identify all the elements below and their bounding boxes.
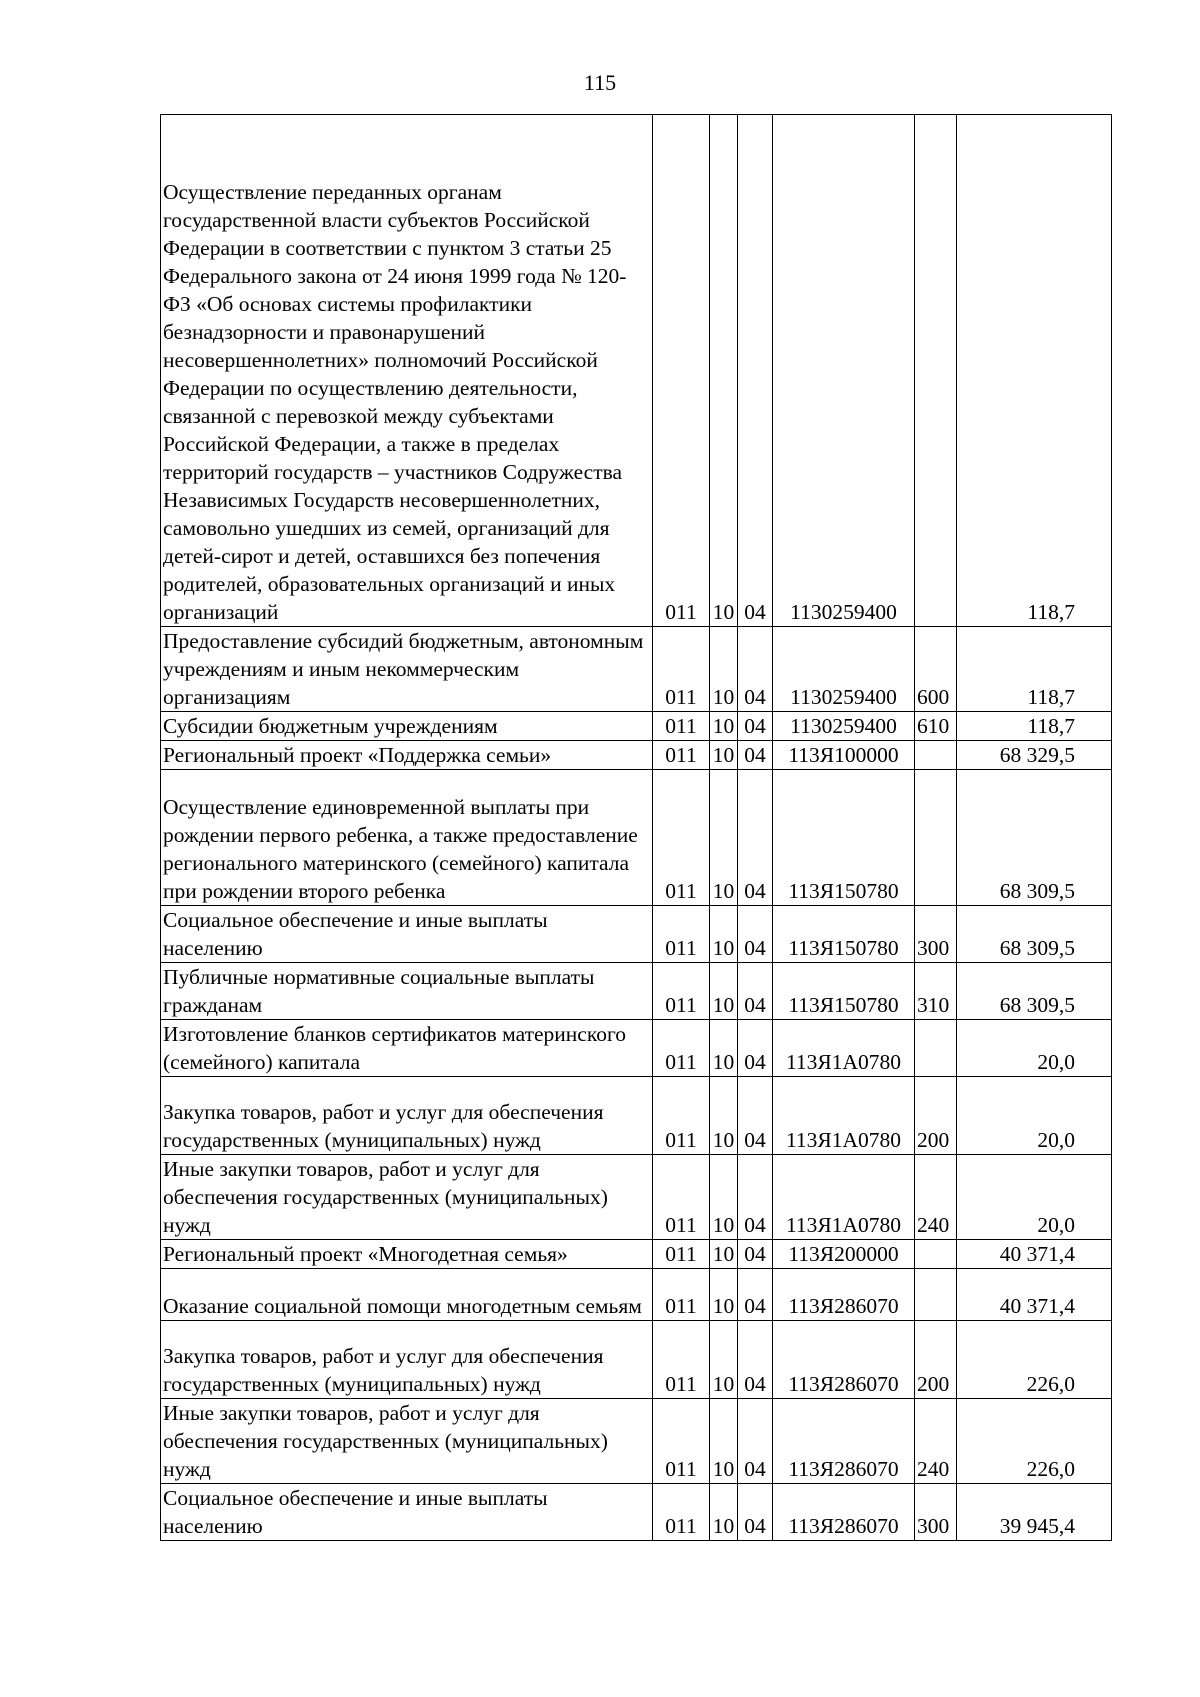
expense-type-code (915, 1240, 957, 1269)
table-row (161, 1155, 1112, 1240)
ministry-code: 011 (653, 906, 710, 963)
expense-type-code: 610 (915, 712, 957, 741)
ministry-code: 011 (653, 1484, 710, 1541)
target-article-code: 113Я150780 (773, 906, 915, 963)
subsection-code: 04 (738, 1269, 773, 1321)
section-code: 10 (710, 627, 738, 712)
amount: 118,7 (957, 115, 1112, 627)
row-name: Региональный проект «Многодетная семья» (161, 1240, 653, 1269)
section-code: 10 (710, 1155, 738, 1240)
expense-type-code (915, 770, 957, 906)
amount: 20,0 (957, 1077, 1112, 1155)
table-row (161, 1020, 1112, 1077)
row-name: Изготовление бланков сертификатов материнского (семейного) капитала (161, 1020, 653, 1077)
amount: 39 945,4 (957, 1484, 1112, 1541)
table-row (161, 1321, 1112, 1399)
target-article-code: 113Я286070 (773, 1484, 915, 1541)
expense-type-code: 240 (915, 1399, 957, 1484)
section-code: 10 (710, 712, 738, 741)
target-article-code: 1130259400 (773, 712, 915, 741)
section-code: 10 (710, 1321, 738, 1399)
ministry-code: 011 (653, 1077, 710, 1155)
section-code: 10 (710, 1077, 738, 1155)
expense-type-code (915, 1020, 957, 1077)
amount: 118,7 (957, 712, 1112, 741)
row-name: Социальное обеспечение и иные выплаты населению (161, 1484, 653, 1541)
row-name: Социальное обеспечение и иные выплаты населению (161, 906, 653, 963)
ministry-code: 011 (653, 1321, 710, 1399)
subsection-code: 04 (738, 1484, 773, 1541)
target-article-code: 113Я150780 (773, 770, 915, 906)
target-article-code: 113Я1А0780 (773, 1020, 915, 1077)
expense-type-code (915, 741, 957, 770)
amount: 68 309,5 (957, 963, 1112, 1020)
row-name: Региональный проект «Поддержка семьи» (161, 741, 653, 770)
row-name: Предоставление субсидий бюджетным, автономным учреждениям и иным некоммерческим организациям (161, 627, 653, 712)
row-name: Осуществление переданных органам государственной власти субъектов Российской Федерации в соответствии с пунктом 3 статьи 25 Федерального закона от 24 июня 1999 года № 120-ФЗ «Об основах системы профилактики безнадзорности и правонарушений несовершеннолетних» полномочий Российской Федерации по осуществлению деятельности, связанной с перевозкой между субъектами Российской Федерации, а также в пределах территорий государств – участников Содружества Независимых Государств несовершеннолетних, самовольно ушедших из семей, организаций для детей-сирот и детей, оставшихся без попечения родителей, образовательных организаций и иных организаций (161, 115, 653, 627)
section-code: 10 (710, 1399, 738, 1484)
ministry-code: 011 (653, 1155, 710, 1240)
section-code: 10 (710, 1020, 738, 1077)
subsection-code: 04 (738, 1399, 773, 1484)
target-article-code: 113Я100000 (773, 741, 915, 770)
amount: 20,0 (957, 1020, 1112, 1077)
section-code: 10 (710, 115, 738, 627)
table-body (161, 115, 1112, 1541)
table-row (161, 627, 1112, 712)
table-row (161, 1484, 1112, 1541)
expense-type-code: 300 (915, 1484, 957, 1541)
expense-type-code: 600 (915, 627, 957, 712)
ministry-code: 011 (653, 627, 710, 712)
ministry-code: 011 (653, 1020, 710, 1077)
expense-type-code: 300 (915, 906, 957, 963)
target-article-code: 1130259400 (773, 627, 915, 712)
amount: 40 371,4 (957, 1269, 1112, 1321)
subsection-code: 04 (738, 963, 773, 1020)
subsection-code: 04 (738, 712, 773, 741)
section-code: 10 (710, 963, 738, 1020)
expense-type-code: 240 (915, 1155, 957, 1240)
row-name: Оказание социальной помощи многодетным семьям (161, 1269, 653, 1321)
subsection-code: 04 (738, 1321, 773, 1399)
table-row (161, 963, 1112, 1020)
table-row (161, 115, 1112, 627)
row-name: Закупка товаров, работ и услуг для обеспечения государственных (муниципальных) нужд (161, 1321, 653, 1399)
subsection-code: 04 (738, 627, 773, 712)
target-article-code: 113Я286070 (773, 1269, 915, 1321)
row-name: Иные закупки товаров, работ и услуг для обеспечения государственных (муниципальных) нужд (161, 1155, 653, 1240)
ministry-code: 011 (653, 1269, 710, 1321)
amount: 68 309,5 (957, 906, 1112, 963)
ministry-code: 011 (653, 770, 710, 906)
section-code: 10 (710, 741, 738, 770)
target-article-code: 113Я150780 (773, 963, 915, 1020)
table-row (161, 906, 1112, 963)
target-article-code: 113Я1А0780 (773, 1155, 915, 1240)
table-row (161, 1077, 1112, 1155)
amount: 68 309,5 (957, 770, 1112, 906)
section-code: 10 (710, 1484, 738, 1541)
section-code: 10 (710, 770, 738, 906)
table-row (161, 1399, 1112, 1484)
amount: 226,0 (957, 1399, 1112, 1484)
subsection-code: 04 (738, 1077, 773, 1155)
expense-type-code: 200 (915, 1321, 957, 1399)
amount: 20,0 (957, 1155, 1112, 1240)
table-row (161, 741, 1112, 770)
expense-type-code (915, 115, 957, 627)
subsection-code: 04 (738, 770, 773, 906)
subsection-code: 04 (738, 741, 773, 770)
subsection-code: 04 (738, 1240, 773, 1269)
table-row (161, 1240, 1112, 1269)
target-article-code: 1130259400 (773, 115, 915, 627)
amount: 226,0 (957, 1321, 1112, 1399)
target-article-code: 113Я200000 (773, 1240, 915, 1269)
amount: 68 329,5 (957, 741, 1112, 770)
section-code: 10 (710, 1269, 738, 1321)
amount: 40 371,4 (957, 1240, 1112, 1269)
row-name: Субсидии бюджетным учреждениям (161, 712, 653, 741)
budget-table (160, 114, 1112, 1541)
amount: 118,7 (957, 627, 1112, 712)
ministry-code: 011 (653, 712, 710, 741)
subsection-code: 04 (738, 906, 773, 963)
expense-type-code: 200 (915, 1077, 957, 1155)
ministry-code: 011 (653, 115, 710, 627)
subsection-code: 04 (738, 1155, 773, 1240)
row-name: Публичные нормативные социальные выплаты гражданам (161, 963, 653, 1020)
expense-type-code: 310 (915, 963, 957, 1020)
row-name: Осуществление единовременной выплаты при рождении первого ребенка, а также предоставление регионального материнского (семейного) капитала при рождении второго ребенка (161, 770, 653, 906)
ministry-code: 011 (653, 1399, 710, 1484)
ministry-code: 011 (653, 741, 710, 770)
expense-type-code (915, 1269, 957, 1321)
ministry-code: 011 (653, 963, 710, 1020)
subsection-code: 04 (738, 115, 773, 627)
section-code: 10 (710, 1240, 738, 1269)
target-article-code: 113Я286070 (773, 1321, 915, 1399)
table-row (161, 712, 1112, 741)
page-number: 115 (583, 70, 617, 95)
target-article-code: 113Я286070 (773, 1399, 915, 1484)
table-row (161, 770, 1112, 906)
section-code: 10 (710, 906, 738, 963)
subsection-code: 04 (738, 1020, 773, 1077)
row-name: Закупка товаров, работ и услуг для обеспечения государственных (муниципальных) нужд (161, 1077, 653, 1155)
table-row (161, 1269, 1112, 1321)
row-name: Иные закупки товаров, работ и услуг для обеспечения государственных (муниципальных) нужд (161, 1399, 653, 1484)
target-article-code: 113Я1А0780 (773, 1077, 915, 1155)
ministry-code: 011 (653, 1240, 710, 1269)
